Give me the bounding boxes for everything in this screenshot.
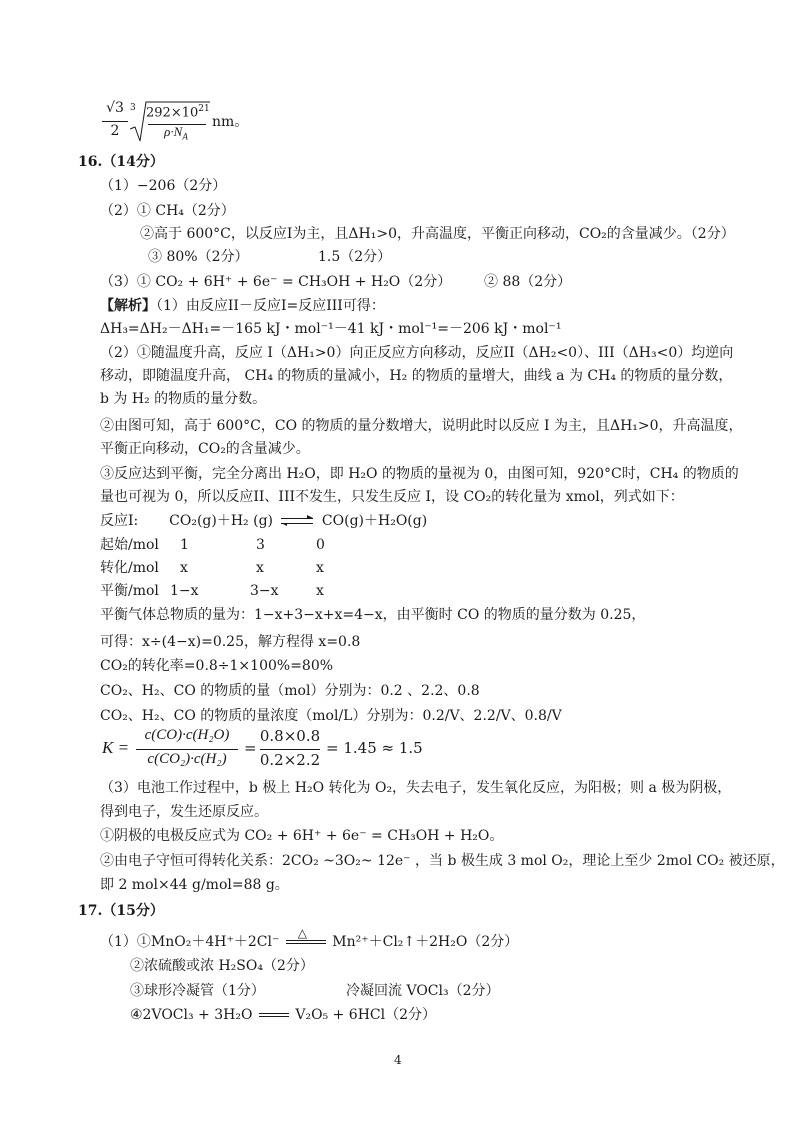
q17-answer-4: ④2VOCl₃ + 3H₂O V₂O₅ + 6HCl（2分） bbox=[130, 1007, 437, 1023]
k-numerator-value: 0.8×0.8 bbox=[259, 727, 321, 745]
electro-line-3: ①阴极的电极反应式为 CO₂ + 6H⁺ + 6e⁻ = CH₃OH + H₂O。 bbox=[100, 828, 504, 844]
q17-answer-2: ②浓硫酸或浓 H₂SO₄（2分） bbox=[130, 958, 314, 974]
ice-cell: x bbox=[316, 583, 324, 599]
electro-line-1: （3）电池工作过程中，b 极上 H₂O 转化为 O₂，失去电子，发生氧化反应，为阳极；则 a 极为阴极， bbox=[100, 780, 732, 796]
calc-line-1: 平衡气体总物质的量为：1−x+3−x+x=4−x，由平衡时 CO 的物质的量分数为 0.25， bbox=[100, 607, 646, 623]
calc-line-5: CO₂、H₂、CO 的物质的量浓度（mol/L）分别为：0.2/V、2.2/V、0.8/V bbox=[100, 708, 562, 724]
k-denominator-symbolic: c(CO₂)·c(H₂) bbox=[147, 751, 227, 767]
q16-answer-3-1: （3）① CO₂ + 6H⁺ + 6e⁻ = CH₃OH + H₂O（2分） bbox=[100, 274, 452, 290]
analysis-line-2: ΔH₃=ΔH₂－ΔH₁=－165 kJ・mol⁻¹－41 kJ・mol⁻¹=－206 kJ・mol⁻¹ bbox=[100, 321, 562, 337]
analysis-line-5: b 为 H₂ 的物质的量分数。 bbox=[100, 391, 267, 407]
q16-answer-2-3b: 1.5（2分） bbox=[318, 249, 392, 265]
equals-double-bar bbox=[259, 1008, 289, 1022]
k-symbol: K = bbox=[102, 738, 130, 757]
q17-answer-3b: 冷凝回流 VOCl₃（2分） bbox=[346, 983, 500, 999]
electro-line-5: 即 2 mol×44 g/mol=88 g。 bbox=[100, 877, 289, 893]
formula-unit: nm。 bbox=[212, 114, 249, 130]
k-denominator-value: 0.2×2.2 bbox=[259, 751, 321, 769]
k-result: = 1.45 ≈ 1.5 bbox=[326, 739, 423, 757]
analysis-line-4: 移动，即随温度升高， CH₄ 的物质的量减小，H₂ 的物质的量增大，曲线 a 为 CH₄ 的物质的量分数， bbox=[100, 368, 733, 384]
ice-cell: 0 bbox=[316, 537, 325, 553]
analysis-line-1: 【解析】（1）由反应II－反应I=反应III可得： bbox=[100, 298, 385, 314]
k-value-fraction-bar bbox=[260, 749, 320, 750]
coef-denominator: 2 bbox=[110, 123, 120, 139]
page-number: 4 bbox=[394, 1053, 402, 1067]
ice-cell: 3−x bbox=[250, 583, 279, 599]
ice-row-label: 平衡/mol bbox=[100, 583, 159, 599]
coef-numerator: √3 bbox=[106, 100, 124, 116]
ice-row-label: 转化/mol bbox=[100, 560, 159, 576]
radicand-denominator: $\rho\cdot N_A$ bbox=[164, 124, 188, 142]
q17-heading: 17.（15分） bbox=[78, 903, 164, 919]
reaction-equation: 反应I: CO₂(g)＋H₂ (g) CO(g)＋H₂O(g) bbox=[100, 513, 428, 529]
k-numerator-symbolic: c(CO)·c(H₂O) bbox=[144, 727, 230, 743]
equilibrium-arrow-icon bbox=[281, 515, 313, 527]
root-index: 3 bbox=[130, 103, 136, 113]
equals-sign: = bbox=[244, 739, 257, 757]
q17-answer-1: （1）①MnO₂＋4H⁺＋2Cl⁻ △ Mn²⁺＋Cl₂↑＋2H₂O（2分） bbox=[100, 932, 518, 952]
calc-line-4: CO₂、H₂、CO 的物质的量（mol）分别为：0.2 、2.2、0.8 bbox=[100, 683, 480, 699]
q16-answer-3-2: ② 88（2分） bbox=[484, 274, 572, 290]
analysis-line-8: ③反应达到平衡，完全分离出 H₂O，即 H₂O 的物质的量视为 0，由图可知，920°C时，CH₄ 的物质的 bbox=[100, 466, 739, 482]
electro-line-2: 得到电子，发生还原反应。 bbox=[100, 804, 268, 820]
ice-cell: x bbox=[256, 560, 264, 576]
q16-heading: 16.（14分） bbox=[78, 154, 164, 170]
analysis-line-9: 量也可视为 0，所以反应II、III不发生，只发生反应 I，设 CO₂的转化量为 xmol，列式如下： bbox=[100, 489, 684, 505]
q16-answer-2-1: （2）① CH₄（2分） bbox=[100, 203, 235, 219]
ice-cell: x bbox=[180, 560, 188, 576]
heating-condition-sign bbox=[286, 926, 326, 949]
analysis-line-7: 平衡正向移动，CO₂的含量减少。 bbox=[100, 441, 310, 457]
analysis-line-3: （2）①随温度升高，反应 I（ΔH₁>0）向正反应方向移动，反应II（ΔH₂<0）、III（ΔH₃<0）均逆向 bbox=[100, 345, 734, 361]
q16-answer-2-3a: ③ 80%（2分） bbox=[148, 249, 249, 265]
ice-cell: 1−x bbox=[170, 583, 199, 599]
k-fraction-bar bbox=[136, 749, 238, 750]
calc-line-2: 可得：x÷(4−x)=0.25，解方程得 x=0.8 bbox=[100, 634, 361, 650]
analysis-line-6: ②由图可知，高于 600°C，CO 的物质的量分数增大，说明此时以反应 I 为主，且ΔH₁>0，升高温度， bbox=[100, 418, 743, 434]
q17-answer-3a: ③球形冷凝管（1分） bbox=[130, 983, 265, 999]
ice-cell: 3 bbox=[256, 537, 265, 553]
electro-line-4: ②由电子守恒可得转化关系：2CO₂ ~3O₂~ 12e⁻ ，当 b 极生成 3 mol O₂，理论上至少 2mol CO₂ 被还原， bbox=[100, 853, 785, 869]
q16-answer-2-2: ②高于 600°C，以反应I为主，且ΔH₁>0，升高温度，平衡正向移动，CO₂的含量减少。（2分） bbox=[140, 226, 735, 242]
coef-fraction-bar bbox=[102, 121, 128, 122]
ice-cell: x bbox=[316, 560, 324, 576]
delta-heat-icon: △ bbox=[297, 926, 308, 940]
ice-row-label: 起始/mol bbox=[100, 537, 159, 553]
q16-answer-1: （1）−206（2分） bbox=[100, 178, 227, 194]
calc-line-3: CO₂的转化率=0.8÷1×100%=80% bbox=[100, 658, 334, 674]
radicand-numerator: $292\times 10^{21}$ bbox=[146, 104, 210, 121]
ice-cell: 1 bbox=[180, 537, 189, 553]
